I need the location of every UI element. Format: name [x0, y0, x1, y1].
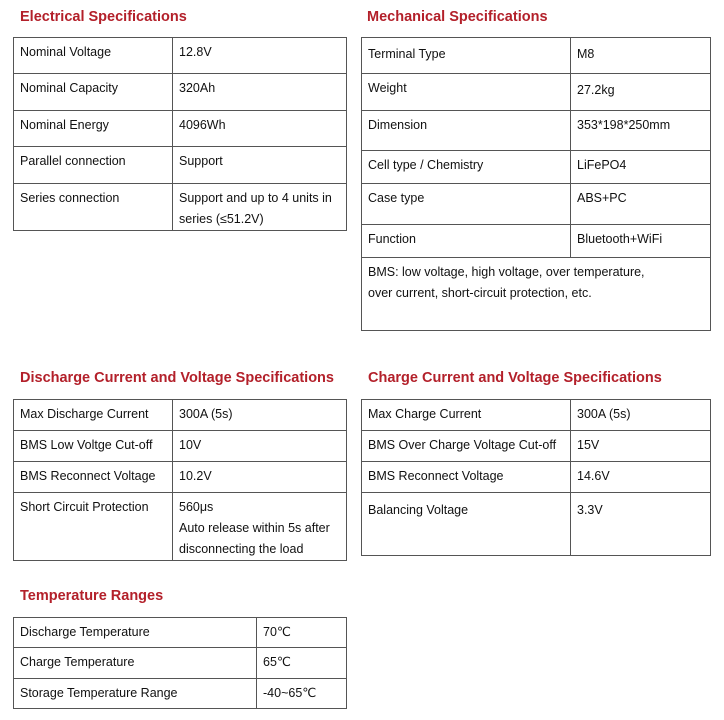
table-row	[14, 111, 347, 147]
row-label: Function	[362, 225, 571, 258]
row-label: BMS Low Voltge Cut-off	[14, 431, 173, 462]
value-line: Support and up to 4 units in	[179, 191, 332, 205]
row-label: Dimension	[362, 111, 571, 151]
table-row	[362, 258, 711, 331]
row-value: -40~65℃	[257, 679, 347, 709]
table-row	[362, 462, 711, 493]
row-value: 12.8V	[173, 38, 347, 74]
row-label: Cell type / Chemistry	[362, 151, 571, 184]
row-value: 320Ah	[173, 74, 347, 111]
row-value: 65℃	[257, 648, 347, 679]
table-row	[14, 679, 347, 709]
row-label: Max Charge Current	[362, 400, 571, 431]
row-value: M8	[571, 38, 711, 74]
temperature-title: Temperature Ranges	[20, 588, 164, 604]
table-row	[14, 184, 347, 231]
electrical-title: Electrical Specifications	[20, 9, 187, 25]
row-value: 300A (5s)	[173, 400, 347, 431]
table-row	[362, 151, 711, 184]
row-value	[173, 493, 347, 561]
table-row	[14, 38, 347, 74]
table-row	[14, 431, 347, 462]
row-label: Short Circuit Protection	[14, 493, 173, 561]
mechanical-title: Mechanical Specifications	[367, 9, 548, 25]
row-value: 353*198*250mm	[571, 111, 711, 151]
row-value: Support	[173, 147, 347, 184]
row-value: ABS+PC	[571, 184, 711, 225]
row-label: BMS Reconnect Voltage	[14, 462, 173, 493]
note-line: BMS: low voltage, high voltage, over temperature,	[368, 265, 645, 279]
discharge-title: Discharge Current and Voltage Specifications	[20, 370, 334, 386]
row-label: Terminal Type	[362, 38, 571, 74]
table-row	[14, 147, 347, 184]
table-row	[14, 493, 347, 561]
row-value: 300A (5s)	[571, 400, 711, 431]
mechanical-table	[361, 37, 711, 331]
table-row	[362, 431, 711, 462]
table-row	[14, 400, 347, 431]
electrical-table	[13, 37, 347, 231]
row-value	[173, 184, 347, 231]
row-value: 15V	[571, 431, 711, 462]
table-row	[14, 74, 347, 111]
row-value: LiFePO4	[571, 151, 711, 184]
row-value: 14.6V	[571, 462, 711, 493]
row-value: 70℃	[257, 618, 347, 648]
row-label: Discharge Temperature	[14, 618, 257, 648]
value-line: 560μs	[179, 500, 214, 514]
table-row	[362, 111, 711, 151]
table-row	[362, 184, 711, 225]
row-label: Parallel connection	[14, 147, 173, 184]
table-row	[14, 462, 347, 493]
table-row	[362, 38, 711, 74]
discharge-table	[13, 399, 347, 561]
table-row	[14, 618, 347, 648]
row-value: 27.2kg	[571, 74, 711, 111]
temperature-table	[13, 617, 347, 709]
charge-table	[361, 399, 711, 556]
row-value: 10.2V	[173, 462, 347, 493]
table-row	[362, 400, 711, 431]
row-value: 10V	[173, 431, 347, 462]
table-row	[362, 74, 711, 111]
row-label: Nominal Energy	[14, 111, 173, 147]
row-value: Bluetooth+WiFi	[571, 225, 711, 258]
row-label: Balancing Voltage	[362, 493, 571, 556]
note-line: over current, short-circuit protection, etc.	[368, 286, 592, 300]
row-label: BMS Reconnect Voltage	[362, 462, 571, 493]
row-label: Nominal Voltage	[14, 38, 173, 74]
table-row	[362, 493, 711, 556]
table-row	[362, 225, 711, 258]
row-label: BMS Over Charge Voltage Cut-off	[362, 431, 571, 462]
row-label: Case type	[362, 184, 571, 225]
row-value: 4096Wh	[173, 111, 347, 147]
charge-title: Charge Current and Voltage Specifications	[368, 370, 662, 386]
row-label: Charge Temperature	[14, 648, 257, 679]
value-line: disconnecting the load	[179, 542, 304, 556]
row-label: Nominal Capacity	[14, 74, 173, 111]
row-label: Storage Temperature Range	[14, 679, 257, 709]
table-row	[14, 648, 347, 679]
row-label: Weight	[362, 74, 571, 111]
row-label: Series connection	[14, 184, 173, 231]
value-line: series (≤51.2V)	[179, 212, 264, 226]
value-line: Auto release within 5s after	[179, 521, 330, 535]
bms-note	[362, 258, 711, 331]
row-label: Max Discharge Current	[14, 400, 173, 431]
row-value: 3.3V	[571, 493, 711, 556]
